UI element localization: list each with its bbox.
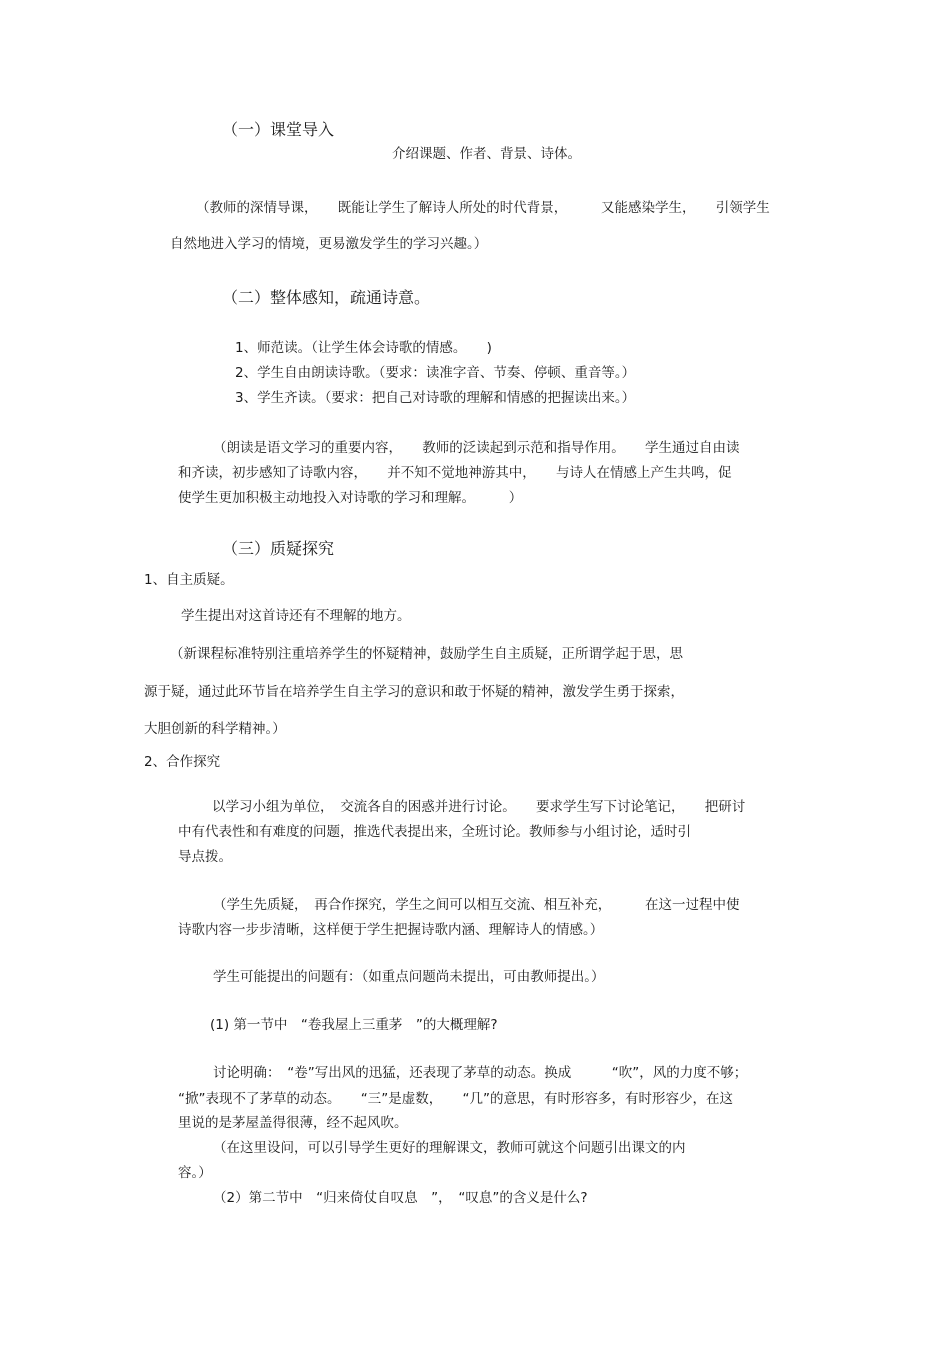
subsection-self-questioning-note-line: 源于疑，通过此环节旨在培养学生自主学习的意识和敢于怀疑的精神，激发学生勇于探索， bbox=[144, 684, 684, 700]
section-3-title: （三）质疑探究 bbox=[222, 539, 335, 558]
section-2-title: （二）整体感知，疏通诗意。 bbox=[222, 288, 431, 307]
subsection-cooperative-note-line: （学生先质疑， 再合作探究，学生之间可以相互交流、相互补充， 在这一过程中使 bbox=[213, 897, 740, 913]
subsection-cooperative-text-line: 导点拨。 bbox=[178, 849, 232, 865]
subsection-cooperative-inquiry: 2、合作探究 bbox=[144, 754, 221, 770]
section-2-item: 2、学生自由朗读诗歌。（要求：读准字音、节奏、停顿、重音等。） bbox=[235, 365, 636, 381]
section-2-item: 1、师范读。（让学生体会诗歌的情感。 ) bbox=[235, 340, 492, 356]
question-1-note-line: 容。） bbox=[178, 1165, 212, 1181]
questions-intro: 学生可能提出的问题有：（如重点问题尚未提出，可由教师提出。） bbox=[213, 969, 605, 985]
section-1-intro: 介绍课题、作者、背景、诗体。 bbox=[392, 146, 581, 162]
subsection-cooperative-note-line: 诗歌内容一步步清晰，这样便于学生把握诗歌内涵、理解诗人的情感。） bbox=[178, 922, 604, 938]
question-1-answer-line: 里说的是茅屋盖得很薄，经不起风吹。 bbox=[178, 1115, 408, 1131]
question-1-answer-line: 讨论明确： “卷”写出风的迅猛，还表现了茅草的动态。换成 “吹”，风的力度不够； bbox=[213, 1065, 748, 1081]
section-1-title: （一）课堂导入 bbox=[222, 120, 335, 139]
section-2-note-line: 和齐读，初步感知了诗歌内容， 并不知不觉地神游其中， 与诗人在情感上产生共鸣，促 bbox=[178, 465, 732, 481]
subsection-cooperative-text-line: 以学习小组为单位， 交流各自的困惑并进行讨论。 要求学生写下讨论笔记， 把研讨 bbox=[212, 799, 746, 815]
subsection-self-questioning-text: 学生提出对这首诗还有不理解的地方。 bbox=[181, 608, 411, 624]
question-1: (1) 第一节中 “卷我屋上三重茅 ”的大概理解? bbox=[210, 1017, 498, 1033]
section-1-note-line: 自然地进入学习的情境，更易激发学生的学习兴趣。） bbox=[170, 236, 488, 252]
subsection-self-questioning: 1、自主质疑。 bbox=[144, 572, 234, 588]
question-1-answer-line: “掀”表现不了茅草的动态。 “三”是虚数， “几”的意思，有时形容多，有时形容少，在这 bbox=[178, 1091, 733, 1107]
section-2-note-line: （朗读是语文学习的重要内容， 教师的泛读起到示范和指导作用。 学生通过自由读 bbox=[213, 440, 740, 456]
subsection-self-questioning-note-line: （新课程标准特别注重培养学生的怀疑精神，鼓励学生自主质疑，正所谓学起于思，思 bbox=[170, 646, 683, 662]
section-1-note-line: （教师的深情导课， 既能让学生了解诗人所处的时代背景， 又能感染学生， 引领学生 bbox=[196, 200, 770, 216]
question-2: （2）第二节中 “归来倚仗自叹息 ”， “叹息”的含义是什么? bbox=[213, 1190, 588, 1206]
question-1-note-line: （在这里设问，可以引导学生更好的理解课文，教师可就这个问题引出课文的内 bbox=[213, 1140, 686, 1156]
subsection-self-questioning-note-line: 大胆创新的科学精神。） bbox=[144, 721, 286, 737]
subsection-cooperative-text-line: 中有代表性和有难度的问题，推选代表提出来，全班讨论。教师参与小组讨论，适时引 bbox=[178, 824, 691, 840]
section-2-item: 3、学生齐读。（要求：把自己对诗歌的理解和情感的把握读出来。） bbox=[235, 390, 636, 406]
section-2-note-line: 使学生更加积极主动地投入对诗歌的学习和理解。 ） bbox=[178, 490, 523, 506]
